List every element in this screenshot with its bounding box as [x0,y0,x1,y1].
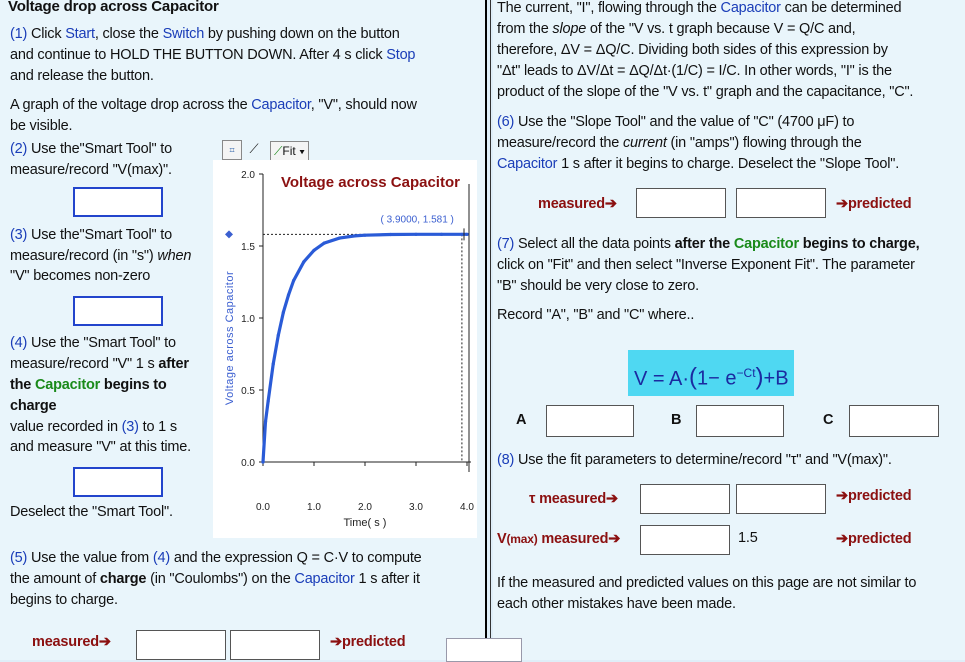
step3-line1: (3) Use the"Smart Tool" to [10,227,172,243]
step4-line6: and measure "V" at this time. [10,439,191,455]
step7-line3: "B" should be very close to zero. [497,278,699,294]
y-tick-label: 0.0 [241,458,255,469]
step7-line1: (7) Select all the data points after the Capacitor begins to charge, [497,236,920,252]
step2-line1: (2) Use the"Smart Tool" to [10,141,172,157]
section-title: Voltage drop across Capacitor [8,0,219,15]
tau-predicted-input[interactable] [736,484,826,514]
start-button-ref: Start [65,26,95,42]
fit-formula: $V = A\cdot(1- e^{-Ct})+B$ [628,350,794,396]
charge-predicted-label: ➔predicted [330,634,406,650]
intro-line5: product of the slope of the "V vs. t" graph and the capacitance, "C". [497,84,914,100]
smart-tool-icon[interactable]: ⌗ [222,140,242,160]
y-tick-label: 1.5 [241,242,255,253]
pane-divider-left [485,0,487,660]
vmax-measured-input[interactable] [640,525,730,555]
closing-line1: If the measured and predicted values on this page are not similar to [497,575,917,591]
step6-line3: Capacitor 1 s after it begins to charge. Deselect the "Slope Tool". [497,156,900,172]
step4-line1: (4) Use the "Smart Tool" to [10,335,176,351]
step1-line3: and release the button. [10,68,154,84]
charge-measured-label: measured➔ [32,634,111,650]
marker-label: ( 3.9000, 1.581 ) [380,214,454,226]
param-c-label: C [823,412,834,428]
x-tick-label: 2.0 [358,502,372,513]
data-point [261,460,264,463]
step3-line3: "V" becomes non-zero [10,268,151,284]
start-time-input[interactable] [73,296,163,326]
data-point [287,293,290,296]
bottom-tab-button[interactable] [446,638,522,662]
x-tick-label: 0.0 [256,502,270,513]
step2-line2: measure/record "V(max)". [10,162,172,178]
data-point [312,249,315,252]
slope-tool-icon[interactable]: ⟋ [249,141,259,156]
step4-line4: charge [10,398,57,414]
intro-line4: "Δt" leads to ΔV/Δt = ΔQ/Δt·(1/C) = I/C. In other words, "I" is the [497,63,892,79]
data-point [282,311,285,314]
data-point [302,260,305,263]
deselect-smart-tool: Deselect the "Smart Tool". [10,504,173,520]
step1-line1: (1) Click Start, close the Switch by pushing down on the button [10,26,400,42]
pane-divider-right [490,0,491,660]
vmax-predicted-label: ➔predicted [836,531,912,547]
x-tick-label: 1.0 [307,502,321,513]
x-tick-label: 3.0 [409,502,423,513]
step4-line5: value recorded in (3) to 1 s [10,419,177,435]
step1-line2: and continue to HOLD THE BUTTON DOWN. After 4 s click Stop [10,47,416,63]
closing-line2: each other mistakes have been made. [497,596,736,612]
y-tick-label: 2.0 [241,170,255,181]
record-abc: Record "A", "B" and "C" where.. [497,307,695,323]
step5-line1: (5) Use the value from (4) and the expression Q = C·V to compute [10,550,422,566]
data-point [353,234,356,237]
data-point [272,362,275,365]
tau-predicted-label: ➔predicted [836,488,912,504]
data-point [292,279,295,282]
data-point [267,400,270,403]
x-tick-label: 4.0 [460,502,474,513]
vmax-measured-label: V(max) measured➔ [497,531,621,547]
data-point [363,234,366,237]
voltage-at-1s-input[interactable] [73,467,163,497]
graph-note-line1: A graph of the voltage drop across the Capacitor, "V", should now [10,97,417,113]
data-point [389,233,392,236]
data-point [414,233,417,236]
step4-line3: the Capacitor begins to [10,377,167,393]
current-predicted-label: ➔predicted [836,196,912,212]
step4-line2: measure/record "V" 1 s after [10,356,189,372]
tau-measured-label: τ measured➔ [529,491,618,507]
param-c-input[interactable] [849,405,939,437]
tau-measured-input[interactable] [640,484,730,514]
fit-button[interactable]: ⟋Fit ▾ [270,141,309,161]
graph-title: Voltage across Capacitor [281,174,460,191]
step5-line3: begins to charge. [10,592,118,608]
x-axis-label: Time( s ) [343,517,387,529]
charge-predicted-input[interactable] [230,630,320,660]
y-axis-label: Voltage across Capacitor [224,270,236,406]
data-point [338,236,341,239]
current-predicted-input[interactable] [736,188,826,218]
param-a-input[interactable] [546,405,634,437]
step6-line2: measure/record the current (in "amps") flowing through the [497,135,862,151]
intro-line2: from the slope of the "V vs. t graph because V = Q/C and, [497,21,856,37]
voltage-graph[interactable] [213,160,477,538]
current-measured-input[interactable] [636,188,726,218]
graph-note-line2: be visible. [10,118,73,134]
vmax-input[interactable] [73,187,163,217]
param-b-label: B [671,412,682,428]
data-point [460,233,463,236]
data-point [277,334,280,337]
y-tick-label: 1.0 [241,314,255,325]
data-point [323,242,326,245]
data-point [440,233,443,236]
step8-line: (8) Use the fit parameters to determine/record "τ" and "V(max)". [497,452,892,468]
data-point [264,420,267,423]
step3-line2: measure/record (in "s") when [10,248,192,264]
param-b-input[interactable] [696,405,784,437]
vmax-predicted-value: 1.5 [738,530,758,546]
step6-line1: (6) Use the "Slope Tool" and the value of "C" (4700 μF) to [497,114,855,130]
y-tick-label: 0.5 [241,386,255,397]
charge-measured-input[interactable] [136,630,226,660]
fit-curve-icon: ⟋ [274,144,283,158]
intro-line1: The current, "I", flowing through the Capacitor can be determined [497,0,902,16]
param-a-label: A [516,412,527,428]
step7-line2: click on "Fit" and then select "Inverse Exponent Fit". The parameter [497,257,915,273]
current-measured-label: measured➔ [538,196,617,212]
intro-line3: therefore, ΔV = ΔQ/C. Dividing both sides of this expression by [497,42,888,58]
data-point [465,233,468,236]
step5-line2: the amount of charge (in "Coulombs") on the Capacitor 1 s after it [10,571,420,587]
